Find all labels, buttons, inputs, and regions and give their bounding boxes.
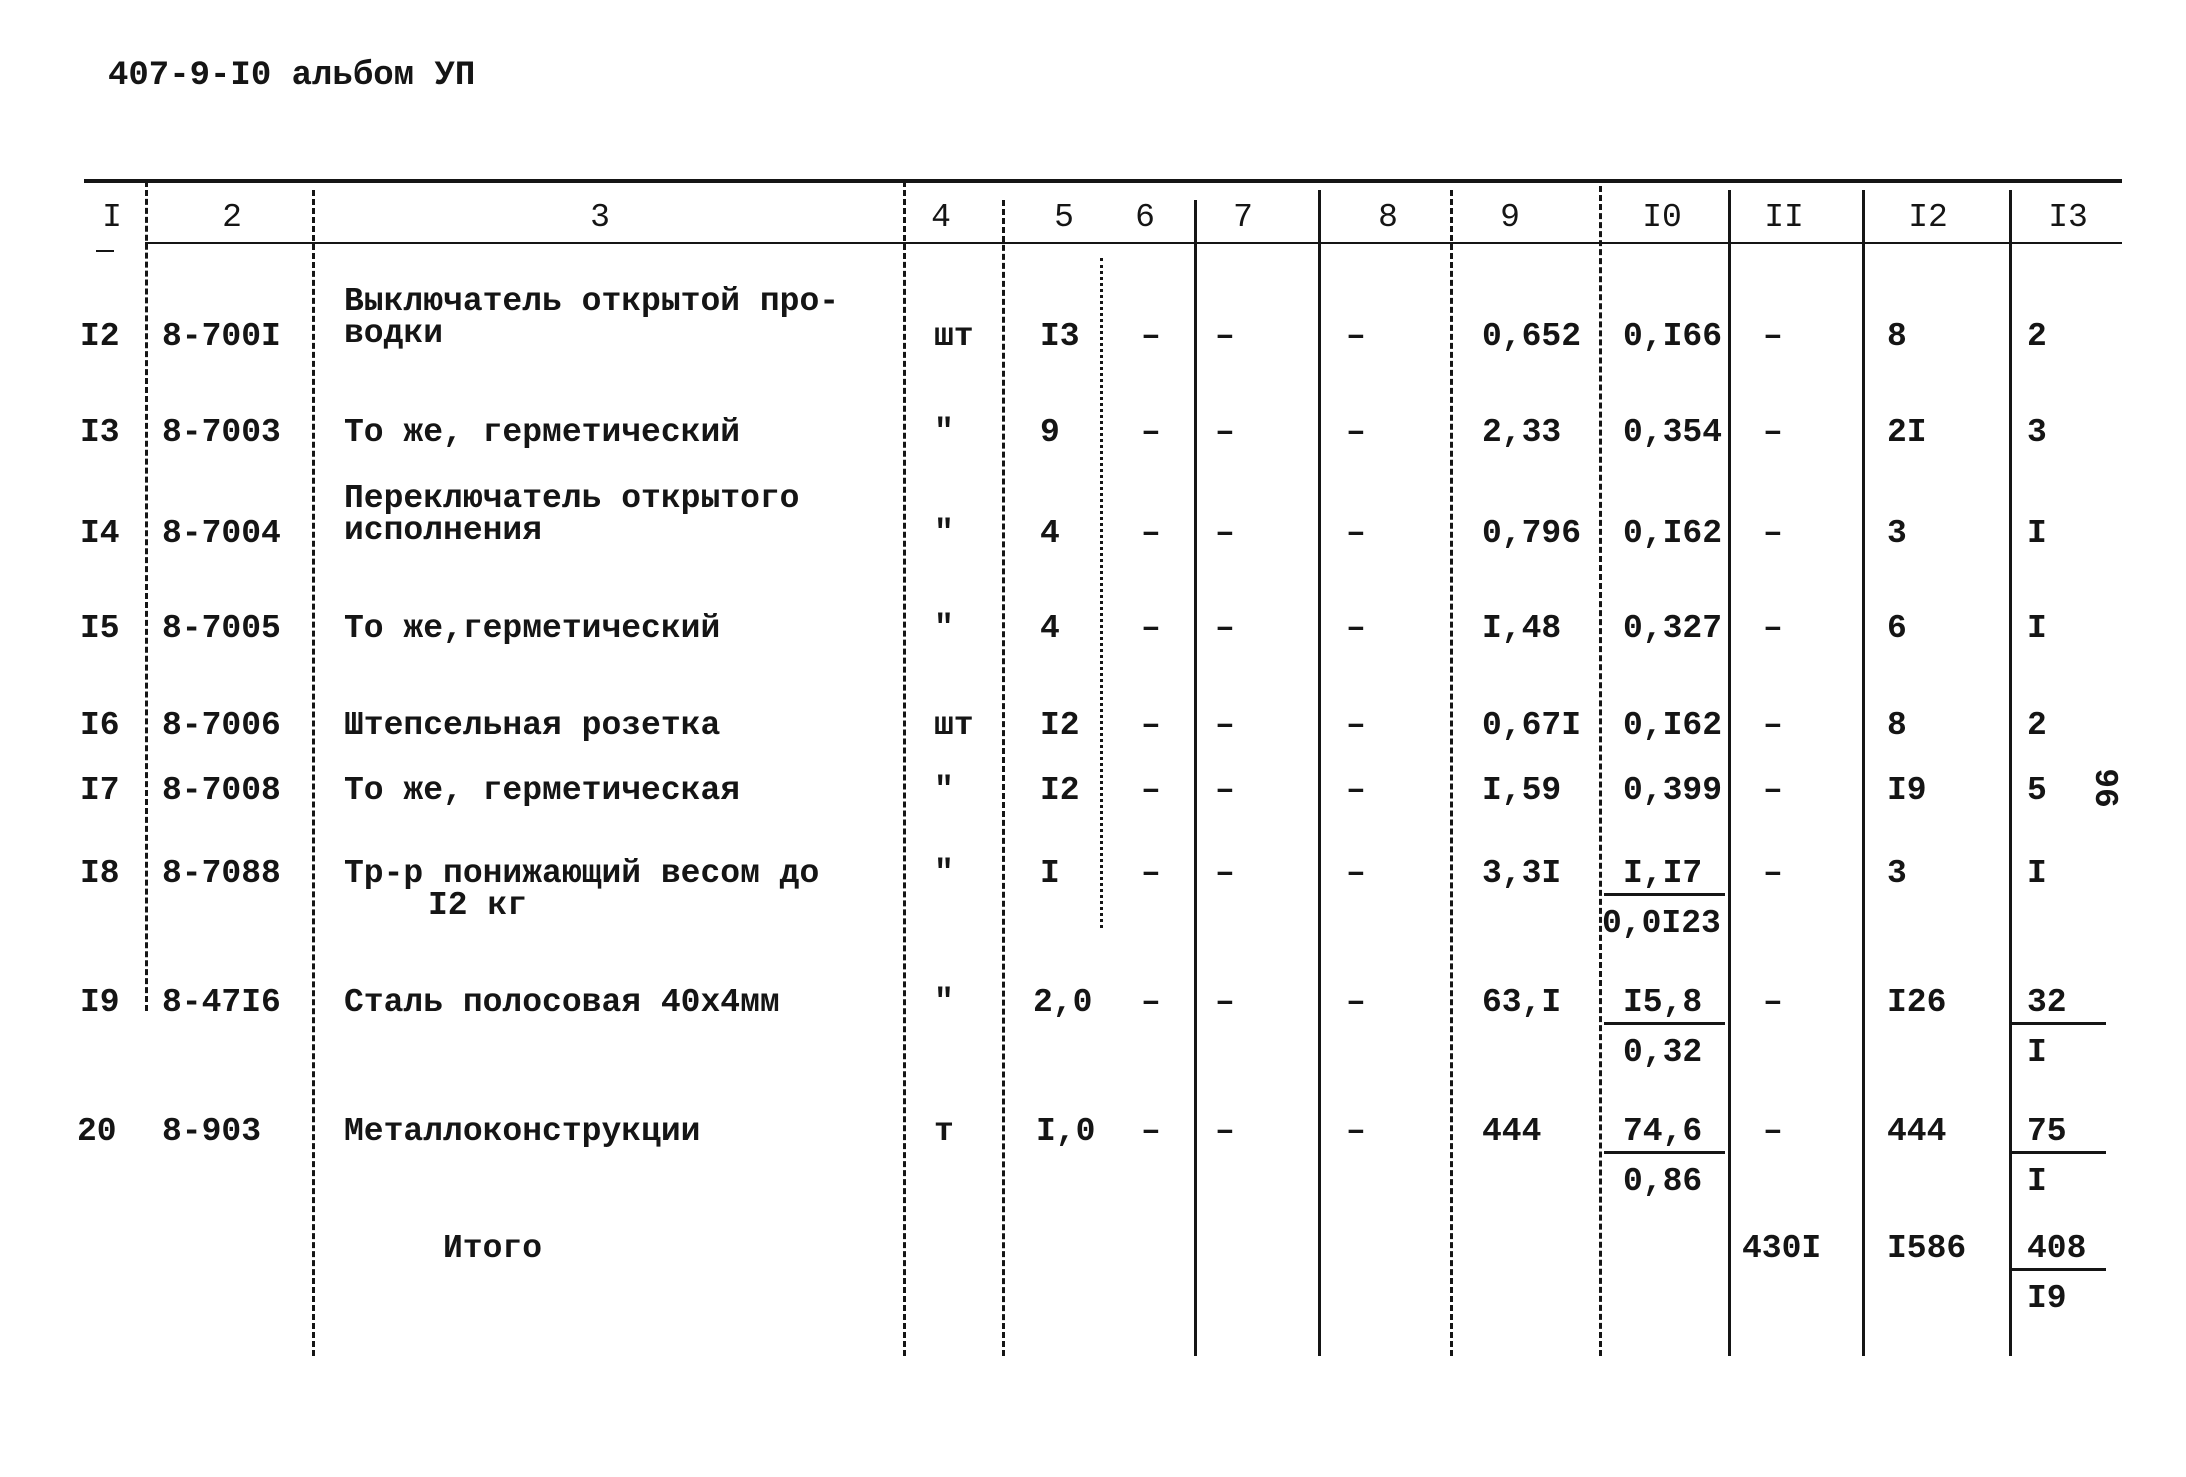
column-5-value: 2,0: [1033, 984, 1093, 1021]
item-code: 8-7004: [162, 515, 281, 552]
column-8-value: –: [1346, 318, 1366, 355]
column-10-value: 0,I62: [1623, 707, 1723, 744]
item-code: 8-700I: [162, 318, 281, 355]
column-13-value-denominator: I9: [2027, 1280, 2067, 1317]
unit: ": [934, 414, 954, 451]
column-7-value: –: [1215, 1113, 1235, 1150]
column-10-value-numerator: I,I7: [1623, 855, 1703, 892]
column-5-value: I3: [1040, 318, 1080, 355]
column-9-value: 2,33: [1482, 414, 1562, 451]
item-code: 8-7008: [162, 772, 281, 809]
item-name: То же,герметический: [344, 610, 721, 647]
column-10-value-numerator: 74,6: [1623, 1113, 1703, 1150]
fraction-bar: [1604, 1151, 1725, 1154]
column-5-value: I,0: [1036, 1113, 1096, 1150]
column-6-value: –: [1141, 318, 1161, 355]
column-9-value: 63,I: [1482, 984, 1562, 1021]
unit: ": [934, 515, 954, 552]
item-name: Металлоконструкции: [344, 1113, 701, 1150]
column-divider: [1194, 200, 1197, 1356]
column-13-value: 3: [2027, 414, 2047, 451]
item-name-line: Выключатель открытой про-: [344, 283, 840, 320]
column-8-value: –: [1346, 707, 1366, 744]
column-divider: [145, 181, 148, 1011]
column-10-value: 0,I62: [1623, 515, 1723, 552]
column-11-value: –: [1763, 772, 1783, 809]
column-6-value: –: [1141, 772, 1161, 809]
column-8-value: –: [1346, 414, 1366, 451]
column-12-value: 6: [1887, 610, 1907, 647]
unit: ": [934, 772, 954, 809]
column-8-value: –: [1346, 772, 1366, 809]
column-header: I2: [1908, 199, 1948, 236]
column-header: 4: [931, 199, 951, 236]
column-13-value: I: [2027, 855, 2047, 892]
item-name: Итого: [443, 1230, 543, 1267]
row-number: I7: [80, 772, 120, 809]
column-12-value: 2I: [1887, 414, 1927, 451]
column-11-value: –: [1763, 318, 1783, 355]
column-header: 6: [1135, 199, 1155, 236]
fraction-bar: [2012, 1151, 2106, 1154]
row-number: 20: [77, 1113, 117, 1150]
column-13-value-numerator: 408: [2027, 1230, 2087, 1267]
column-9-value: 0,67I: [1482, 707, 1582, 744]
column-13-value: 5: [2027, 772, 2047, 809]
column-8-value: –: [1346, 1113, 1366, 1150]
column-13-value-denominator: I: [2027, 1034, 2047, 1071]
column-header: I3: [2048, 199, 2088, 236]
column-9-value: 3,3I: [1482, 855, 1562, 892]
column-11-value: –: [1763, 984, 1783, 1021]
row-number: I2: [80, 318, 120, 355]
column-9-value: I,48: [1482, 610, 1562, 647]
column-10-value: 0,399: [1623, 772, 1723, 809]
column-9-value: 444: [1482, 1113, 1542, 1150]
item-code: 8-47I6: [162, 984, 281, 1021]
column-9-value: I,59: [1482, 772, 1562, 809]
column-divider: [903, 181, 906, 1356]
column-11-value: –: [1763, 1113, 1783, 1150]
column-7-value: –: [1215, 318, 1235, 355]
column-6-value: –: [1141, 984, 1161, 1021]
column-10-value-denominator: 0,86: [1623, 1163, 1703, 1200]
column-10-value-denominator: 0,32: [1623, 1034, 1703, 1071]
column-8-value: –: [1346, 515, 1366, 552]
unit: шт: [934, 318, 974, 355]
row-number: I3: [80, 414, 120, 451]
column-11-value: –: [1763, 610, 1783, 647]
column-8-value: –: [1346, 984, 1366, 1021]
column-divider: [2009, 190, 2012, 1356]
column-5-value: I2: [1040, 707, 1080, 744]
column-9-value: 0,652: [1482, 318, 1582, 355]
column-12-value: I26: [1887, 984, 1947, 1021]
column-12-value: 8: [1887, 707, 1907, 744]
column-11-value: –: [1763, 515, 1783, 552]
column-6-value: –: [1141, 707, 1161, 744]
item-code: 8-903: [162, 1113, 262, 1150]
item-code: 8-7003: [162, 414, 281, 451]
column-divider: [312, 190, 315, 1356]
column-7-value: –: [1215, 772, 1235, 809]
column-divider: [1599, 186, 1602, 1356]
column-5-value: I: [1040, 855, 1060, 892]
row-number: I8: [80, 855, 120, 892]
column-13-value-denominator: I: [2027, 1163, 2047, 1200]
fraction-bar: [2012, 1022, 2106, 1025]
item-name: Штепсельная розетка: [344, 707, 721, 744]
column-divider: [1728, 190, 1731, 1356]
column-header: 8: [1378, 199, 1398, 236]
column-10-value: 0,327: [1623, 610, 1723, 647]
column-7-value: –: [1215, 610, 1235, 647]
column-7-value: –: [1215, 855, 1235, 892]
unit: шт: [934, 707, 974, 744]
row-number: I6: [80, 707, 120, 744]
column-5-value: I2: [1040, 772, 1080, 809]
item-name-line: исполнения: [344, 512, 543, 549]
column-12-value: I9: [1887, 772, 1927, 809]
header-dash: [96, 250, 114, 252]
item-name: Сталь полосовая 40х4мм: [344, 984, 780, 1021]
column-13-value: 2: [2027, 707, 2047, 744]
unit: т: [934, 1113, 954, 1150]
column-8-value: –: [1346, 610, 1366, 647]
column-header: 2: [222, 199, 242, 236]
column-11-value: –: [1763, 707, 1783, 744]
column-header: 5: [1054, 199, 1074, 236]
column-header: I0: [1642, 199, 1682, 236]
column-6-value: –: [1141, 1113, 1161, 1150]
column-header: 3: [590, 199, 610, 236]
column-12-value: 3: [1887, 515, 1907, 552]
row-number: I4: [80, 515, 120, 552]
column-header: 7: [1233, 199, 1253, 236]
column-13-value-numerator: 75: [2027, 1113, 2067, 1150]
column-6-value: –: [1141, 610, 1161, 647]
column-5-value: 4: [1040, 610, 1060, 647]
column-7-value: –: [1215, 515, 1235, 552]
fraction-bar: [1604, 1022, 1725, 1025]
column-10-value: 0,354: [1623, 414, 1723, 451]
column-header: I: [102, 199, 122, 236]
column-divider: [1862, 190, 1865, 1356]
row-number: I5: [80, 610, 120, 647]
fraction-bar: [1604, 893, 1725, 896]
column-12-value: I586: [1887, 1230, 1967, 1267]
item-code: 8-7005: [162, 610, 281, 647]
column-7-value: –: [1215, 414, 1235, 451]
column-divider: [1318, 190, 1321, 1356]
column-12-value: 3: [1887, 855, 1907, 892]
column-6-value: –: [1141, 414, 1161, 451]
header-bottom-rule: [145, 242, 2122, 244]
column-divider: [1450, 190, 1453, 1356]
item-name-line: I2 кг: [428, 887, 528, 924]
column-12-value: 8: [1887, 318, 1907, 355]
column-8-value: –: [1346, 855, 1366, 892]
column-10-value-numerator: I5,8: [1623, 984, 1703, 1021]
page-number: 96: [2086, 768, 2123, 808]
column-5-value: 9: [1040, 414, 1060, 451]
item-name-line: Тр-р понижающий весом до: [344, 855, 820, 892]
item-name: То же, герметическая: [344, 772, 741, 809]
item-name: То же, герметический: [344, 414, 741, 451]
column-5-value: 4: [1040, 515, 1060, 552]
table-top-rule: [84, 179, 2122, 183]
item-code: 8-7088: [162, 855, 281, 892]
row-number: I9: [80, 984, 120, 1021]
column-10-value: 0,I66: [1623, 318, 1723, 355]
item-name-line: водки: [344, 315, 444, 352]
column-13-value: I: [2027, 610, 2047, 647]
column-header: 9: [1500, 199, 1520, 236]
column-divider: [1100, 258, 1103, 928]
column-11-value: –: [1763, 414, 1783, 451]
column-13-value: I: [2027, 515, 2047, 552]
document-code: 407-9-I0 альбом УП: [108, 57, 476, 95]
column-13-value-numerator: 32: [2027, 984, 2067, 1021]
item-name-line: Переключатель открытого: [344, 480, 800, 517]
column-7-value: –: [1215, 707, 1235, 744]
column-10-value-denominator: 0,0I23: [1602, 905, 1721, 942]
unit: ": [934, 984, 954, 1021]
unit: ": [934, 610, 954, 647]
column-11-value: 430I: [1742, 1230, 1822, 1267]
fraction-bar: [2012, 1268, 2106, 1271]
column-9-value: 0,796: [1482, 515, 1582, 552]
column-header: II: [1764, 199, 1804, 236]
column-7-value: –: [1215, 984, 1235, 1021]
column-6-value: –: [1141, 515, 1161, 552]
column-divider: [1002, 200, 1005, 1356]
item-code: 8-7006: [162, 707, 281, 744]
column-13-value: 2: [2027, 318, 2047, 355]
column-12-value: 444: [1887, 1113, 1947, 1150]
unit: ": [934, 855, 954, 892]
column-11-value: –: [1763, 855, 1783, 892]
column-6-value: –: [1141, 855, 1161, 892]
